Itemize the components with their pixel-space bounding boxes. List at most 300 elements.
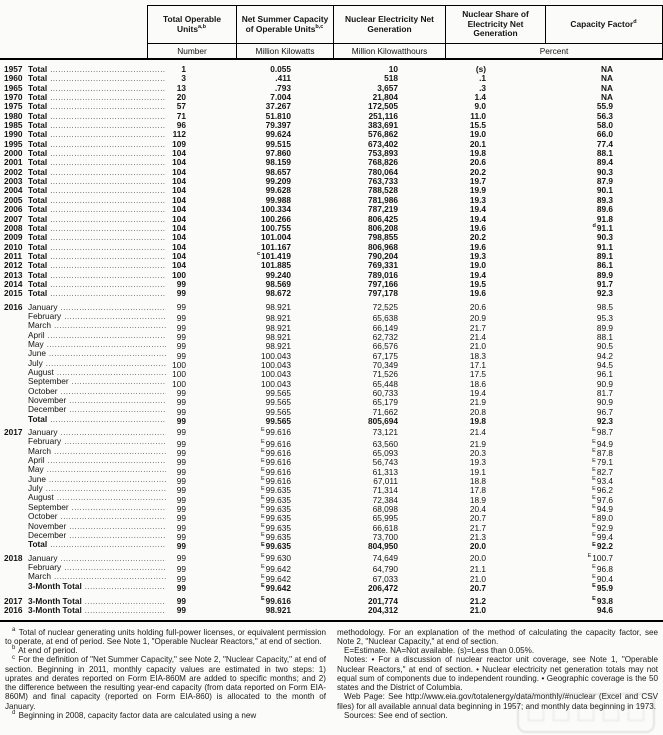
net-generation-cell: 66,576 [372, 341, 398, 352]
estimate-marker: E [587, 552, 592, 559]
operable-units-cell: 99 [176, 595, 186, 606]
dot-leader [85, 582, 166, 591]
nuclear-share-cell: 19.6 [469, 222, 486, 233]
capacity-factor-cell: 96.7 [596, 406, 613, 417]
row-year [4, 368, 28, 377]
row-year [4, 572, 28, 581]
row-year: 2004 [4, 186, 23, 196]
table-row [0, 359, 663, 368]
nuclear-share-cell: 19.4 [469, 213, 486, 224]
period-label [0, 582, 168, 591]
nuclear-share-cell: 21.4 [469, 331, 486, 342]
net-summer-capacity-cell: $^c$101.419 [256, 250, 291, 261]
estimate-marker: E [260, 573, 265, 580]
row-year [4, 484, 28, 493]
net-generation-cell: 65,995 [372, 513, 398, 524]
nuclear-share-cell: 18.9 [469, 494, 486, 505]
dot-leader [50, 158, 166, 167]
row-label: Total [28, 251, 48, 261]
row-label: July [28, 484, 43, 494]
operable-units-cell: 1 [181, 64, 186, 74]
net-generation-cell: 797,166 [368, 278, 398, 289]
net-generation-cell: 383,691 [368, 120, 398, 131]
nuclear-share-cell: 19.4 [469, 204, 486, 215]
net-generation-cell: 753,893 [368, 148, 398, 159]
nuclear-share-cell: 15.5 [469, 120, 486, 131]
row-label: December [28, 405, 67, 415]
period-label [0, 563, 168, 572]
capacity-factor-cell: $^E$97.6 [592, 494, 613, 505]
net-generation-cell: 769,331 [368, 260, 398, 271]
period-label [0, 224, 168, 233]
net-generation-cell: 64,790 [372, 564, 398, 575]
capacity-factor-cell: $^E$82.7 [592, 466, 613, 477]
table-row [0, 65, 663, 74]
table-row [0, 84, 663, 93]
row-label: May [28, 465, 44, 475]
footnote: Notes: • For a discussion of nuclear reactor unit coverage, see Note 1, "Operable Nuclear Reactors," at end of section. • Nuclear electricity net generation totals may not equal sum of components due to independent rounding. • Geographic coverage is the 50 states and the District of Columbia. [337, 655, 658, 693]
dot-leader [64, 437, 166, 446]
net-summer-capacity-cell: $^E$99.642 [260, 573, 291, 584]
period-label [0, 405, 168, 414]
net-summer-capacity-cell: $^E$99.635 [260, 532, 291, 543]
net-summer-capacity-cell: 99.565 [265, 406, 291, 417]
net-generation-cell: 201,774 [368, 595, 398, 606]
net-summer-capacity-cell: 98.569 [265, 278, 291, 289]
dot-leader [50, 261, 166, 270]
header-spacer [0, 43, 147, 58]
net-summer-capacity-cell: $^E$99.635 [260, 494, 291, 505]
dot-leader [49, 475, 166, 484]
row-label: Total [28, 167, 48, 177]
table-row [0, 224, 663, 233]
row-label: August [28, 493, 54, 503]
operable-units-cell: 99 [176, 541, 186, 552]
capacity-factor-cell: 91.8 [596, 213, 613, 224]
row-year: 1957 [4, 65, 23, 74]
table-row [0, 303, 663, 312]
row-label: November [28, 521, 67, 531]
dot-leader [57, 493, 166, 502]
nuclear-share-cell: 20.2 [469, 166, 486, 177]
net-summer-capacity-cell: 99.624 [265, 129, 291, 140]
row-label: 3-Month Total [28, 596, 82, 606]
table-section [0, 554, 663, 591]
net-summer-capacity-cell: 98.921 [265, 322, 291, 333]
dot-leader [50, 84, 166, 93]
capacity-factor-cell: $^E$93.4 [592, 476, 613, 487]
dot-leader [57, 368, 166, 377]
table-row [0, 349, 663, 361]
dot-leader [50, 215, 166, 224]
table-body [0, 60, 663, 616]
nuclear-share-cell: 19.3 [469, 457, 486, 468]
row-label: October [28, 386, 58, 396]
table-row [0, 530, 663, 543]
net-summer-capacity-cell: 100.043 [261, 369, 291, 380]
capacity-factor-cell: 56.3 [596, 110, 613, 121]
net-summer-capacity-cell: $^E$99.616 [260, 466, 291, 477]
capacity-factor-cell: NA [601, 82, 613, 93]
estimate-marker: E [260, 596, 265, 603]
dot-leader [54, 572, 166, 581]
row-label: February [28, 437, 62, 447]
net-summer-capacity-cell: 100.043 [261, 359, 291, 370]
table-row [0, 414, 663, 427]
period-label [0, 368, 168, 377]
row-year [4, 447, 28, 456]
net-generation-cell: 787,219 [368, 204, 398, 215]
operable-units-cell: 99 [176, 313, 186, 324]
net-generation-cell: 65,179 [372, 397, 398, 408]
capacity-factor-cell: 91.1 [596, 241, 613, 252]
row-year [4, 340, 28, 349]
net-generation-cell: 72,525 [372, 301, 398, 312]
estimate-marker: E [592, 504, 596, 511]
table-section [0, 427, 663, 552]
capacity-factor-cell: 58.0 [596, 120, 613, 131]
net-generation-cell: 788,528 [368, 185, 398, 196]
period-label [0, 130, 168, 139]
dot-leader [50, 93, 166, 102]
capacity-factor-cell: $^E$89.0 [592, 513, 613, 524]
net-summer-capacity-cell: $^E$99.630 [260, 552, 291, 563]
row-year: 1970 [4, 93, 23, 103]
net-summer-capacity-cell: 98.921 [265, 605, 291, 616]
period-label [0, 540, 168, 549]
estimate-marker: E [592, 427, 596, 434]
operable-units-cell: 99 [176, 573, 186, 584]
net-summer-capacity-cell: $^E$99.635 [260, 485, 291, 496]
dot-leader [50, 243, 166, 252]
operable-units-cell: 99 [176, 457, 186, 468]
capacity-factor-cell: 94.5 [596, 359, 613, 370]
row-year: 2000 [4, 149, 23, 159]
table-row [0, 377, 663, 389]
row-label: Total [28, 111, 48, 121]
operable-units-cell: 100 [172, 359, 186, 370]
nuclear-share-cell: 19.8 [469, 416, 486, 427]
footnotes-right-column [337, 628, 658, 721]
capacity-factor-cell: 90.3 [596, 232, 613, 243]
operable-units-cell: 99 [176, 438, 186, 449]
row-label: June [28, 349, 46, 359]
net-generation-cell: 67,033 [372, 573, 398, 584]
row-year: 2006 [4, 205, 23, 215]
operable-units-cell: 99 [176, 582, 186, 593]
table-row [0, 243, 663, 252]
row-year [4, 456, 28, 465]
capacity-factor-cell: 89.4 [596, 157, 613, 168]
estimate-marker: E [260, 504, 265, 511]
estimate-marker: E [592, 448, 596, 455]
net-summer-capacity-cell: 98.657 [265, 166, 291, 177]
capacity-factor-cell: 89.3 [596, 194, 613, 205]
operable-units-cell: 3 [181, 73, 186, 84]
capacity-factor-cell: NA [601, 73, 613, 84]
row-year: 2016 [4, 606, 23, 616]
period-label [0, 233, 168, 242]
footnote-marker: a,b [197, 23, 206, 30]
row-year: 1995 [4, 139, 23, 149]
operable-units-cell: 99 [176, 552, 186, 563]
row-label: January [28, 302, 58, 312]
dot-leader [47, 340, 166, 349]
dot-leader [49, 349, 166, 358]
nuclear-share-cell: 21.7 [469, 522, 486, 533]
nuclear-share-cell: 17.8 [469, 485, 486, 496]
nuclear-share-cell: 20.7 [469, 513, 486, 524]
period-label [0, 271, 168, 280]
row-label: December [28, 530, 67, 540]
table-row [0, 74, 663, 83]
nuclear-share-cell: 21.3 [469, 532, 486, 543]
operable-units-cell: 109 [172, 138, 186, 149]
net-generation-cell: 204,312 [368, 605, 398, 616]
nuclear-share-cell: .1 [479, 73, 486, 84]
capacity-factor-cell: 89.9 [596, 322, 613, 333]
operable-units-cell: 99 [176, 387, 186, 398]
net-generation-cell: 806,425 [368, 213, 398, 224]
nuclear-share-cell: 9.0 [474, 101, 486, 112]
net-summer-capacity-cell: 101.885 [261, 260, 291, 271]
footnote-letter: b [12, 645, 16, 652]
estimate-marker: E [260, 541, 265, 548]
row-label: September [28, 377, 69, 387]
estimate-marker: E [592, 523, 596, 530]
period-label [0, 428, 168, 437]
table-row [0, 522, 663, 531]
table-row [0, 158, 663, 167]
period-label [0, 484, 168, 493]
nuclear-share-cell: 19.3 [469, 250, 486, 261]
dot-leader [50, 271, 166, 280]
period-label [0, 84, 168, 93]
row-label: Total [28, 121, 48, 131]
net-generation-cell: 60,733 [372, 387, 398, 398]
net-generation-cell: 763,733 [368, 176, 398, 187]
operable-units-cell: 71 [176, 110, 186, 121]
net-summer-capacity-cell: 101.004 [261, 232, 291, 243]
dot-leader [50, 252, 166, 261]
net-summer-capacity-cell: $^E$99.635 [260, 541, 291, 552]
net-summer-capacity-cell: 98.921 [265, 301, 291, 312]
net-summer-capacity-cell: 98.672 [265, 288, 291, 299]
nuclear-share-cell: 20.4 [469, 504, 486, 515]
net-generation-cell: 66,618 [372, 522, 398, 533]
row-year: 2007 [4, 214, 23, 224]
dot-leader [50, 121, 166, 130]
net-generation-cell: 806,208 [368, 222, 398, 233]
capacity-factor-cell: 89.6 [596, 204, 613, 215]
net-generation-cell: 673,402 [368, 138, 398, 149]
net-generation-cell: 576,862 [368, 129, 398, 140]
net-generation-cell: 71,526 [372, 369, 398, 380]
capacity-factor-cell: $^E$96.8 [592, 564, 613, 575]
period-label [0, 597, 168, 606]
row-label: Total [28, 242, 48, 252]
net-summer-capacity-cell: 51.810 [265, 110, 291, 121]
column-header-capacity-factor: Capacity Factor$^d$ [545, 5, 663, 43]
table-row [0, 112, 663, 121]
unit-number: Number [147, 43, 236, 58]
dot-leader [72, 503, 166, 512]
footnote: Sources: See end of section. [344, 710, 448, 720]
operable-units-cell: 20 [176, 92, 186, 103]
dot-leader [50, 130, 166, 139]
row-label: March [28, 446, 52, 456]
dot-leader [64, 563, 166, 572]
estimate-marker: E [592, 596, 596, 603]
row-label: Total [28, 74, 48, 84]
capacity-factor-cell: NA [601, 64, 613, 74]
nuclear-share-cell: 18.8 [469, 476, 486, 487]
dot-leader [85, 597, 166, 606]
net-summer-capacity-cell: 100.334 [261, 204, 291, 215]
row-year: 2011 [4, 251, 22, 261]
operable-units-cell: 99 [176, 485, 186, 496]
net-generation-cell: 67,175 [372, 350, 398, 361]
net-summer-capacity-cell: 99.988 [265, 194, 291, 205]
net-generation-cell: 72,384 [372, 494, 398, 505]
nuclear-share-cell: 19.4 [469, 269, 486, 280]
period-label [0, 186, 168, 195]
nuclear-share-cell: 21.4 [469, 427, 486, 438]
capacity-factor-cell: 90.1 [596, 185, 613, 196]
row-year: 2014 [4, 279, 23, 289]
estimate-marker: E [592, 541, 596, 548]
net-generation-cell: 251,116 [368, 110, 398, 121]
row-label: April [28, 330, 45, 340]
period-label [0, 349, 168, 358]
row-label: April [28, 456, 45, 466]
footnote-letter: d [12, 710, 16, 717]
row-label: February [28, 562, 62, 572]
dot-leader [69, 522, 166, 531]
net-generation-cell: 68,098 [372, 504, 398, 515]
table-row [0, 271, 663, 280]
estimate-marker: E [260, 427, 265, 434]
dot-leader [61, 512, 166, 521]
estimate-marker: E [260, 552, 265, 559]
row-label: Total [28, 540, 48, 550]
operable-units-cell: 99 [176, 350, 186, 361]
table-row [0, 606, 663, 615]
nuclear-share-cell: .3 [479, 82, 486, 93]
table-row [0, 140, 663, 149]
nuclear-share-cell: 20.6 [469, 157, 486, 168]
row-year [4, 540, 28, 549]
row-year: 2015 [4, 289, 23, 299]
period-label [0, 503, 168, 512]
row-year: 2008 [4, 223, 23, 233]
table-row [0, 252, 663, 261]
period-label [0, 387, 168, 396]
row-year [4, 312, 28, 321]
row-label: February [28, 311, 62, 321]
dot-leader [50, 280, 166, 289]
operable-units-cell: 100 [172, 269, 186, 280]
dot-leader [50, 540, 166, 549]
nuclear-share-cell: 21.1 [469, 564, 486, 575]
dot-leader [50, 140, 166, 149]
table-row [0, 186, 663, 195]
row-year [4, 349, 28, 358]
row-year: 2003 [4, 177, 23, 187]
row-year [4, 522, 28, 531]
period-label [0, 177, 168, 186]
capacity-factor-cell: 95.3 [596, 313, 613, 324]
capacity-factor-cell: $^E$87.8 [592, 448, 613, 459]
operable-units-cell: 99 [176, 331, 186, 342]
row-year: 2012 [4, 261, 23, 271]
operable-units-cell: 99 [176, 466, 186, 477]
estimate-marker: E [592, 564, 596, 571]
column-header-net-generation: Nuclear Electricity Net Generation [333, 5, 445, 43]
table-row [0, 582, 663, 591]
period-label [0, 512, 168, 521]
table-row [0, 311, 663, 324]
capacity-factor-cell: 90.5 [596, 341, 613, 352]
operable-units-cell: 99 [176, 341, 186, 352]
period-label [0, 522, 168, 531]
operable-units-cell: 104 [172, 260, 186, 271]
table-row [0, 465, 663, 477]
net-generation-cell: 65,093 [372, 448, 398, 459]
net-summer-capacity-cell: .793 [274, 82, 291, 93]
period-label [0, 93, 168, 102]
operable-units-cell: 99 [176, 278, 186, 289]
capacity-factor-cell: $^d$91.1 [592, 222, 613, 233]
estimate-marker: E [592, 532, 596, 539]
nuclear-share-cell: 20.7 [469, 582, 486, 593]
table-row [0, 331, 663, 340]
row-year [4, 512, 28, 521]
dot-leader [50, 112, 166, 121]
estimate-marker: E [260, 523, 265, 530]
capacity-factor-cell: 55.9 [596, 101, 613, 112]
row-year: 1965 [4, 83, 23, 93]
operable-units-cell: 100 [172, 378, 186, 389]
estimate-marker: E [592, 466, 596, 473]
row-year [4, 475, 28, 484]
period-label [0, 377, 168, 386]
net-summer-capacity-cell: 99.240 [265, 269, 291, 280]
capacity-factor-cell: 96.1 [596, 369, 613, 380]
nuclear-share-cell: 21.9 [469, 397, 486, 408]
net-summer-capacity-cell: 99.565 [265, 397, 291, 408]
table-row [0, 428, 663, 437]
row-year [4, 503, 28, 512]
net-generation-cell: 67,011 [373, 476, 398, 487]
dot-leader [50, 415, 166, 424]
operable-units-cell: 104 [172, 213, 186, 224]
table-row [0, 540, 663, 552]
dot-leader [50, 74, 166, 83]
net-generation-cell: 56,743 [372, 457, 398, 468]
table-row [0, 456, 663, 468]
operable-units-cell: 99 [176, 301, 186, 312]
dot-leader [61, 387, 166, 396]
row-label: March [28, 321, 52, 331]
unit-million-kilowatthours: Million Kilowatthours [333, 43, 445, 58]
row-label: March [28, 572, 52, 582]
dot-leader [50, 289, 166, 298]
dot-leader [50, 65, 166, 74]
nuclear-share-cell: 18.3 [469, 350, 486, 361]
net-summer-capacity-cell: 98.921 [265, 341, 291, 352]
capacity-factor-cell: 81.7 [596, 387, 613, 398]
